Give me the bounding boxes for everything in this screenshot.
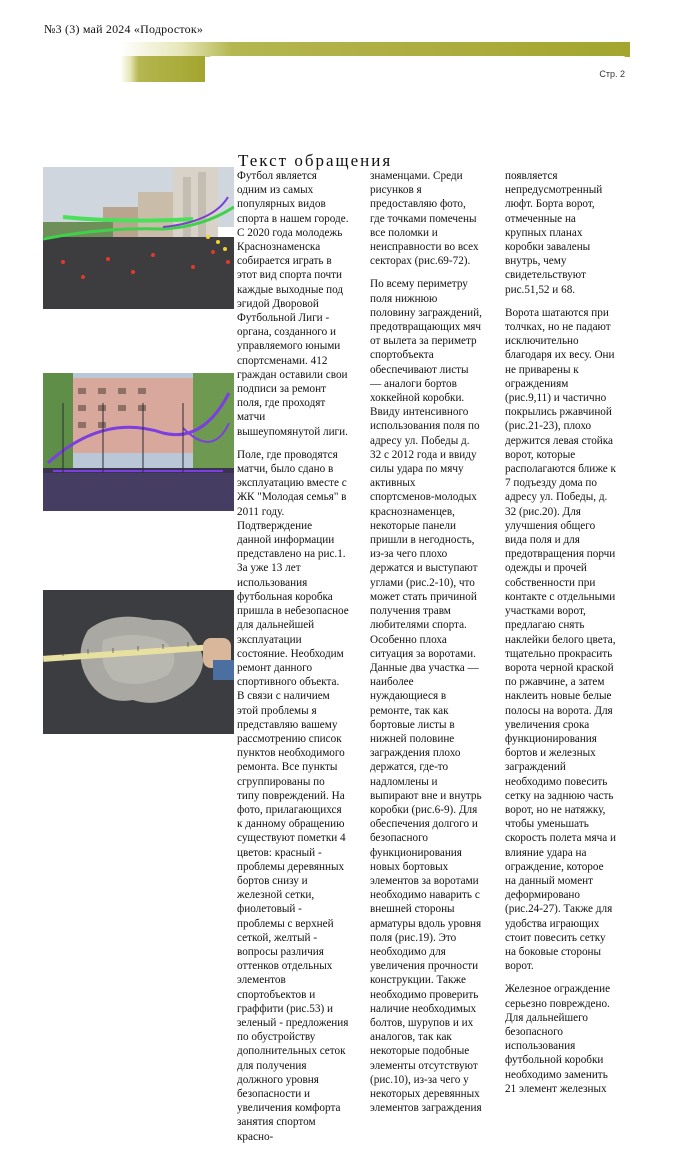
- paragraph: Железное ограждение серьезно повреждено. Для дальнейшего безопасного использования футбольной коробки необходимо заменить 21 элемент железных: [505, 983, 611, 1095]
- header-band: [0, 42, 700, 82]
- page-number: Стр. 2: [599, 69, 625, 79]
- paragraph: По всему периметру поля нижнюю половину заграждений, предотвращающих мяч от вылета за периметр спортобъекта обеспечивают листы — аналоги бортов хоккейной коробки. Ввиду интенсивного использования поля по адресу ул. Победы д. 32 с 2012 года и ввиду силы удара по мячу активных спортсменов-молодых краснознаменцев, некоторые панели пришли в негодность, из-за чего плохо держатся и выступают углами (рис.2-10), что может стать причиной получения травм любителями спорта. Особенно плоха ситуация за воротами. Данные два участка — наиболее нуждающиеся в ремонте, так как бортовые листы в нижней половине заграждения плохо держатся, где-то надломлены и выпирают вне и внутрь коробки (рис.6-9). Для обеспечения долгого и безопасного функционирования новых бортовых элементов за воротами необходимо наварить с внешней стороны арматуры вдоль уровня поля (рис.19). Это необходимо для увеличения прочности конструкции. Также необходимо проверить наличие необходимых болтов, шурупов и их аналогов, так как некоторые подобные элементы отсутствуют (рис.10), из-за чего у некоторых деревянных элементов заграждения: [370, 278, 482, 1115]
- issue-info: №3 (3) май 2024 «Подросток»: [44, 22, 204, 36]
- field-photo-1: [43, 167, 234, 309]
- paragraph: появляется непредусмотренный люфт. Борта ворот, отмеченные на крупных планах коробки завалены внутрь, чему свидетельствуют рис.51,52 и 68.: [505, 170, 603, 296]
- article-title: Текст обращения: [238, 151, 393, 171]
- header-band-shape: [0, 42, 700, 82]
- text-column-3: [505, 169, 617, 1105]
- paragraph: знаменцами. Среди рисунков я предоставляю фото, где точками помечены все поломки и неисправности во всех секторах (рис.69-72).: [370, 170, 479, 268]
- paragraph: Ворота шатаются при толчках, но не падают исключительно благодаря их весу. Они не приварены к ограждениям (рис.9,11) и частично покрылись ржавчиной (рис.21-23), плохо держится левая стойка ворот, которые располагаются ближе к 7 подъезду дома по адресу ул. Победы, д. 32 (рис.20). Для улучшения общего вида поля и для предотвращения порчи одежды и прочей собственности при контакте с отдельными участками ворот, предлагаю снять наклейки белого цвета, тщательно прокрасить ворота черной краской по ржавчине, а затем наклеить новые белые полосы на ворота. Для увеличения срока функционирования бортов и железных заграждений необходимо повесить сетку на заднюю часть ворот, но не натяжку, чтобы уменьшать скорость полета мяча и влияние удара на ограждение, которое на данный момент деформировано (рис.24-27). Также для удобства играющих стоит повесить сетку на боковые стороны ворот.: [505, 306, 617, 973]
- paragraph: Футбол является одним из самых популярных видов спорта в нашем городе. С 2020 года молодежь Краснознаменска собирается играть в этот вид спорта почти каждые выходные под эгидой Дворовой Футбольной Лиги - органа, созданного и управляемого юными спортсменами. 412 граждан оставили свои подписи за ремонт поля, где проходят матчи вышеупомянутой лиги.: [237, 170, 349, 438]
- text-column-2: [370, 169, 482, 1124]
- paragraph: Поле, где проводятся матчи, было сдано в эксплуатацию вместе с ЖК "Молодая семья" в 2011 году. Подтверждение данной информации представлено на рис.1. За уже 13 лет использования футбольная коробка пришла в небезопасное для дальнейшей эксплуатации состояние. Необходим ремонт данного спортивного объекта. В связи с наличием этой проблемы я представляю вашему рассмотрению список пунктов необходимого ремонта. Все пункты сгруппированы по типу повреждений. На фото, прилагающихся к данному обращению существуют пометки 4 цветов: красный - проблемы деревянных бортов снизу и железной сетки, фиолетовый - проблемы с верхней сеткой, желтый - вопросы различия оттенков отдельных элементов спортобъектов и граффити (рис.53) и зеленый - предложения по обустройству дополнительных сеток для получения должного уровня безопасности и увеличения комфорта занятия спортом красно-: [237, 448, 349, 1143]
- field-photo-3: [43, 590, 234, 734]
- field-photo-2: [43, 373, 234, 511]
- text-column-1: [237, 169, 349, 1153]
